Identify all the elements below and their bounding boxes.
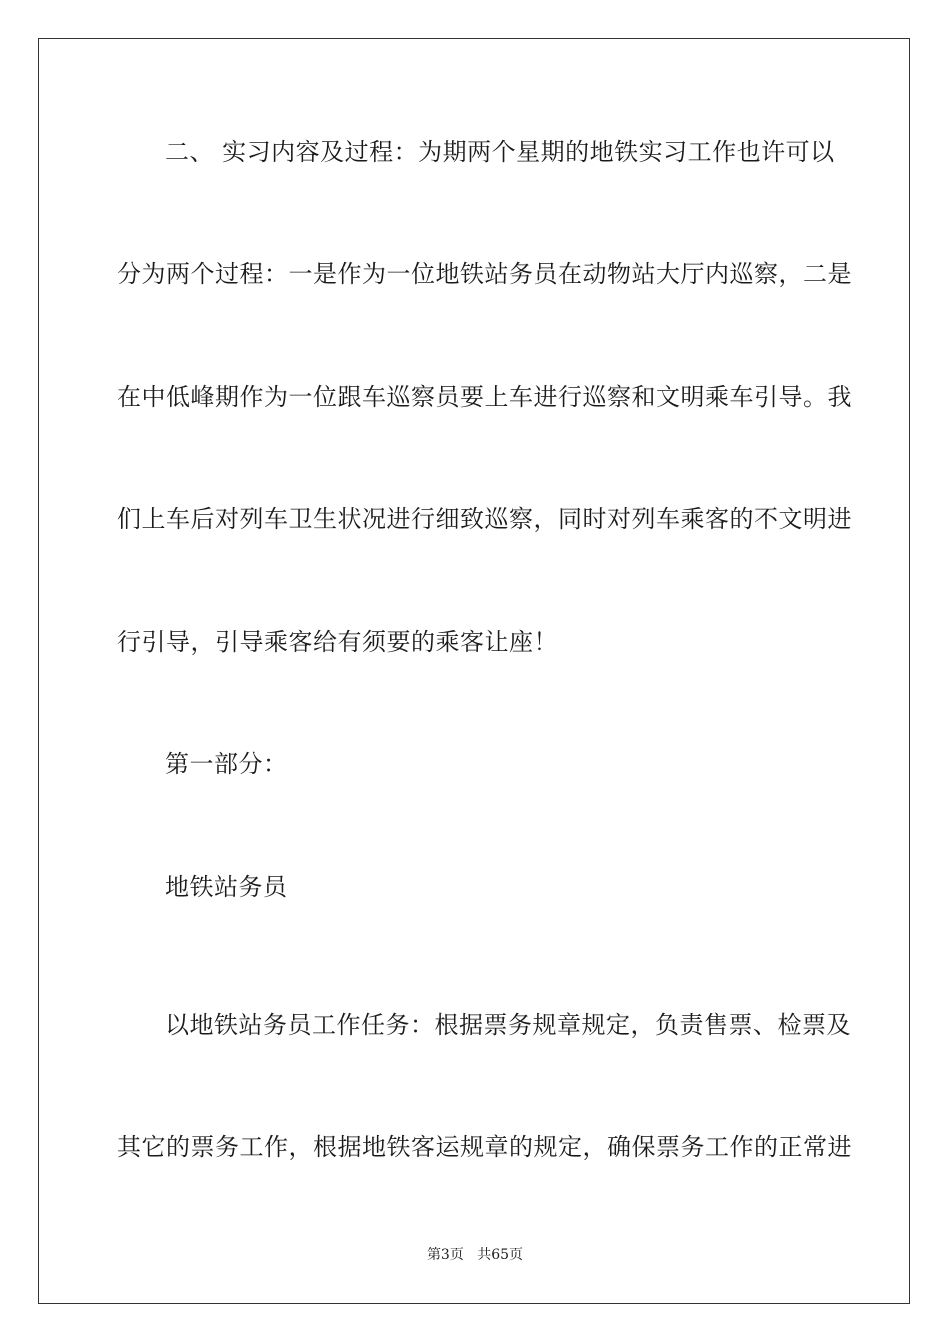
paragraph-line: 行引导，引导乘客给有须要的乘客让座！ xyxy=(117,628,558,656)
paragraph-line: 二、 实习内容及过程：为期两个星期的地铁实习工作也许可以 xyxy=(165,138,835,166)
paragraph-line: 分为两个过程：一是作为一位地铁站务员在动物站大厅内巡察，二是 xyxy=(117,260,852,288)
section-heading: 第一部分： xyxy=(165,750,288,778)
paragraph-line: 们上车后对列车卫生状况进行细致巡察，同时对列车乘客的不文明进 xyxy=(117,505,852,533)
subsection-heading: 地铁站务员 xyxy=(165,873,288,901)
paragraph-line: 其它的票务工作，根据地铁客运规章的规定，确保票务工作的正常进 xyxy=(117,1133,852,1161)
paragraph-line: 以地铁站务员工作任务：根据票务规章规定，负责售票、检票及 xyxy=(165,1011,851,1039)
paragraph-line: 在中低峰期作为一位跟车巡察员要上车进行巡察和文明乘车引导。我 xyxy=(117,383,852,411)
page-number: 第3页 xyxy=(426,1247,464,1263)
page-border xyxy=(38,38,910,1304)
page-footer xyxy=(0,1246,950,1264)
page-total: 共65页 xyxy=(477,1247,524,1263)
